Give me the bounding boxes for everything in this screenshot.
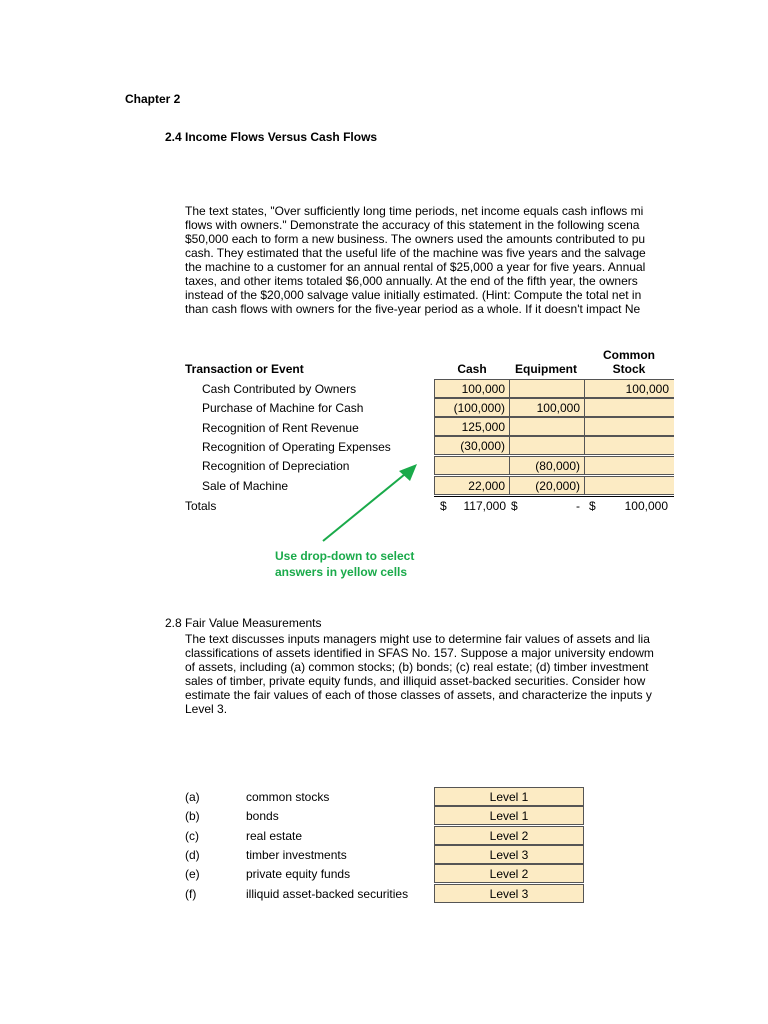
level-select-b[interactable]: Level 1 <box>434 806 584 825</box>
level-select-c[interactable]: Level 2 <box>434 826 584 845</box>
item-asset-f: illiquid asset-backed securities <box>246 887 409 901</box>
item-letter-f: (f) <box>185 887 197 901</box>
item-letter-b: (b) <box>185 809 200 823</box>
row-label-depreciation: Recognition of Depreciation <box>202 459 350 473</box>
row-label-sale-of-machine: Sale of Machine <box>202 479 289 493</box>
item-letter-c: (c) <box>185 829 199 843</box>
cash-cell-row1[interactable]: 100,000 <box>434 379 510 398</box>
row-label-operating-expenses: Recognition of Operating Expenses <box>202 440 391 454</box>
equipment-cell-row2[interactable]: 100,000 <box>509 398 585 417</box>
item-letter-e: (e) <box>185 867 200 881</box>
item-asset-e: private equity funds <box>246 867 351 881</box>
totals-equipment: - <box>576 499 580 513</box>
row-label-rent-revenue: Recognition of Rent Revenue <box>202 421 359 435</box>
level-select-a[interactable]: Level 1 <box>434 787 584 806</box>
paragraph-line: cash. They estimated that the useful life of the machine was five years and the salvage <box>185 246 646 260</box>
paragraph-line: of assets, including (a) common stocks; (b) bonds; (c) real estate; (d) timber investment <box>185 660 649 674</box>
dropdown-note-line2: answers in yellow cells <box>275 565 408 579</box>
row-label-cash-contributed: Cash Contributed by Owners <box>202 382 357 396</box>
totals-stock-symbol: $ <box>589 499 596 513</box>
cash-cell-row4[interactable]: (30,000) <box>434 436 510 455</box>
totals-equipment-symbol: $ <box>511 499 518 513</box>
cash-cell-row6[interactable]: 22,000 <box>434 476 510 495</box>
paragraph-line: estimate the fair values of each of those classes of assets, and characterize the inputs y <box>185 688 652 702</box>
row-label-purchase-machine: Purchase of Machine for Cash <box>202 401 364 415</box>
item-asset-b: bonds <box>246 809 279 823</box>
chapter-heading: Chapter 2 <box>125 92 181 106</box>
paragraph-line: than cash flows with owners for the five-year period as a whole. If it doesn't impact Ne <box>185 302 641 316</box>
paragraph-line: taxes, and other items totaled $6,000 annually. At the end of the fifth year, the owners <box>185 274 638 288</box>
paragraph-line: The text discusses inputs managers might use to determine fair values of assets and lia <box>185 632 650 646</box>
level-select-d[interactable]: Level 3 <box>434 845 584 864</box>
paragraph-line: $50,000 each to form a new business. The owners used the amounts contributed to pu <box>185 232 646 246</box>
item-asset-a: common stocks <box>246 790 330 804</box>
totals-stock: 100,000 <box>624 499 668 513</box>
header-cash: Cash <box>457 362 487 376</box>
row-label-totals: Totals <box>185 499 217 513</box>
item-asset-d: timber investments <box>246 848 347 862</box>
header-common-stock-line1: Common <box>603 348 655 362</box>
paragraph-line: instead of the $20,000 salvage value initially estimated. (Hint: Compute the total net in <box>185 288 642 302</box>
equipment-cell-row6[interactable]: (20,000) <box>509 476 585 495</box>
paragraph-line: Level 3. <box>185 702 228 716</box>
header-common-stock-line2: Stock <box>612 362 646 376</box>
totals-cash-symbol: $ <box>440 499 447 513</box>
paragraph-line: flows with owners." Demonstrate the accuracy of this statement in the following scena <box>185 218 640 232</box>
paragraph-line: The text states, "Over sufficiently long time periods, net income equals cash inflows mi <box>185 204 644 218</box>
stock-cell-row1[interactable]: 100,000 <box>584 379 684 398</box>
equipment-cell-row5[interactable]: (80,000) <box>509 456 585 475</box>
cash-cell-row3[interactable]: 125,000 <box>434 417 510 436</box>
paragraph-line: sales of timber, private equity funds, and illiquid asset-backed securities. Consider how <box>185 674 646 688</box>
dropdown-note <box>275 548 414 580</box>
section-title-2-8: 2.8 Fair Value Measurements <box>165 616 322 630</box>
section-title-2-4: 2.4 Income Flows Versus Cash Flows <box>165 130 378 144</box>
dropdown-note-line1: Use drop-down to select <box>275 549 415 563</box>
paragraph-line: classifications of assets identified in SFAS No. 157. Suppose a major university endowm <box>185 646 654 660</box>
level-select-e[interactable]: Level 2 <box>434 864 584 883</box>
paragraph-line: the machine to a customer for an annual rental of $25,000 a year for five years. Annual <box>185 260 646 274</box>
level-select-f[interactable]: Level 3 <box>434 884 584 903</box>
cash-cell-row2[interactable]: (100,000) <box>434 398 510 417</box>
section-2-8-paragraph <box>185 632 673 716</box>
header-transaction-or-event: Transaction or Event <box>185 362 304 376</box>
item-letter-d: (d) <box>185 848 200 862</box>
totals-cash: 117,000 <box>463 499 506 513</box>
header-equipment: Equipment <box>515 362 577 376</box>
item-letter-a: (a) <box>185 790 200 804</box>
item-asset-c: real estate <box>246 829 303 843</box>
